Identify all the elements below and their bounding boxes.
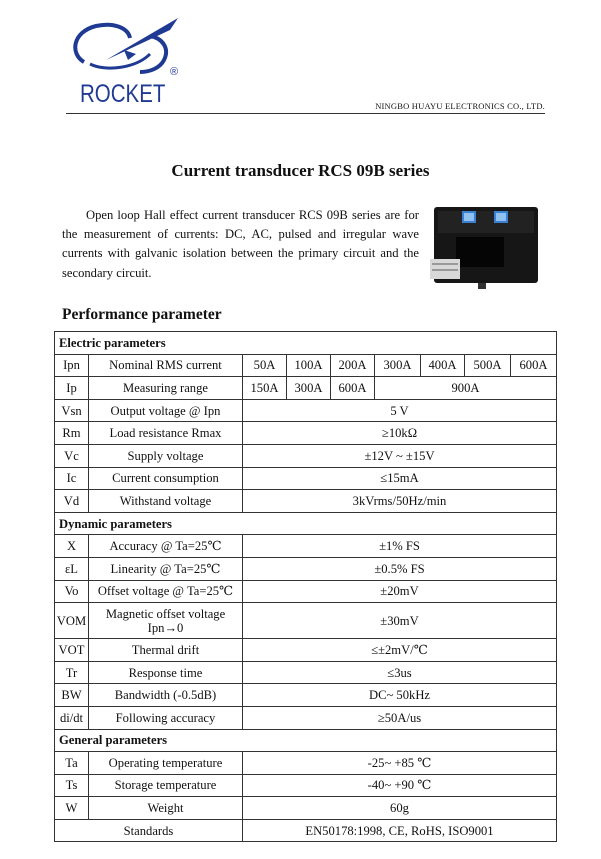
param-name: Weight (89, 797, 243, 820)
param-name: Supply voltage (89, 444, 243, 467)
table-row (55, 661, 557, 684)
param-name: Magnetic offset voltage Ipn→0 (89, 603, 243, 639)
param-symbol: X (55, 535, 89, 558)
param-value: 150A (243, 377, 287, 400)
product-photo (428, 203, 542, 293)
table-row (55, 819, 557, 842)
param-name: Current consumption (89, 467, 243, 490)
table-group-row (55, 512, 557, 535)
param-value: EN50178:1998, CE, RoHS, ISO9001 (243, 819, 557, 842)
param-name: Measuring range (89, 377, 243, 400)
company-name: NINGBO HUAYU ELECTRONICS CO., LTD. (375, 101, 545, 111)
param-value: ≤±2mV/℃ (243, 639, 557, 662)
param-value: ≤3us (243, 661, 557, 684)
param-name: Load resistance Rmax (89, 422, 243, 445)
rocket-logo (66, 14, 198, 112)
param-value: ≤15mA (243, 467, 557, 490)
param-value: 50A (243, 354, 287, 377)
table-row (55, 354, 557, 377)
param-symbol: VOM (55, 603, 89, 639)
param-symbol: Ip (55, 377, 89, 400)
table-row (55, 706, 557, 729)
table-row (55, 774, 557, 797)
table-row (55, 490, 557, 513)
param-name: Withstand voltage (89, 490, 243, 513)
param-value: 300A (287, 377, 331, 400)
param-name: Output voltage @ Ipn (89, 399, 243, 422)
table-row (55, 399, 557, 422)
param-symbol: Ic (55, 467, 89, 490)
param-symbol: Vsn (55, 399, 89, 422)
header-divider (66, 113, 545, 114)
param-symbol: Vc (55, 444, 89, 467)
param-value: 200A (331, 354, 375, 377)
param-value: ±12V ~ ±15V (243, 444, 557, 467)
table-row (55, 684, 557, 707)
section-title: Performance parameter (62, 306, 222, 323)
registered-mark: ® (170, 66, 179, 78)
group-heading-general: General parameters (55, 729, 557, 752)
param-symbol: BW (55, 684, 89, 707)
param-value: 900A (375, 377, 557, 400)
param-value: ≥10kΩ (243, 422, 557, 445)
param-value: -25~ +85 ℃ (243, 752, 557, 775)
param-symbol: W (55, 797, 89, 820)
param-name: Accuracy @ Ta=25℃ (89, 535, 243, 558)
param-name: Operating temperature (89, 752, 243, 775)
table-row (55, 557, 557, 580)
param-value: -40~ +90 ℃ (243, 774, 557, 797)
param-value: 5 V (243, 399, 557, 422)
performance-table (54, 331, 557, 842)
param-value: 600A (511, 354, 557, 377)
param-name: Bandwidth (-0.5dB) (89, 684, 243, 707)
param-value: 60g (243, 797, 557, 820)
param-name: Linearity @ Ta=25℃ (89, 557, 243, 580)
group-heading-dynamic: Dynamic parameters (55, 512, 557, 535)
table-row (55, 580, 557, 603)
param-name: Nominal RMS current (89, 354, 243, 377)
param-value: 400A (421, 354, 465, 377)
intro-paragraph: Open loop Hall effect current transducer RCS 09B series are for the measurement of currents: DC, AC, pulsed and irregular wave currents with galvanic isolation between the primary circuit and the secondary circuit. (62, 208, 419, 280)
param-symbol: Vo (55, 580, 89, 603)
table-row (55, 603, 557, 639)
param-name: Response time (89, 661, 243, 684)
table-row (55, 535, 557, 558)
table-row (55, 422, 557, 445)
table-row (55, 444, 557, 467)
param-name: Standards (55, 819, 243, 842)
param-value: DC~ 50kHz (243, 684, 557, 707)
param-value: ±1% FS (243, 535, 557, 558)
table-row (55, 639, 557, 662)
param-symbol: di/dt (55, 706, 89, 729)
table-row (55, 752, 557, 775)
param-name: Thermal drift (89, 639, 243, 662)
table-group-row (55, 729, 557, 752)
param-symbol: VOT (55, 639, 89, 662)
param-value: 300A (375, 354, 421, 377)
param-symbol: Ta (55, 752, 89, 775)
table-row (55, 797, 557, 820)
page-title: Current transducer RCS 09B series (171, 161, 430, 180)
table-group-row (55, 332, 557, 355)
param-value: ±20mV (243, 580, 557, 603)
param-name: Offset voltage @ Ta=25℃ (89, 580, 243, 603)
param-symbol: Rm (55, 422, 89, 445)
param-value: 100A (287, 354, 331, 377)
logo-text: ROCKET (80, 80, 166, 108)
param-value: ≥50A/us (243, 706, 557, 729)
rocket-logo-icon (66, 14, 198, 84)
param-symbol: Ts (55, 774, 89, 797)
param-value: 500A (465, 354, 511, 377)
param-value: ±0.5% FS (243, 557, 557, 580)
param-symbol: εL (55, 557, 89, 580)
param-symbol: Vd (55, 490, 89, 513)
param-name: Storage temperature (89, 774, 243, 797)
param-value: ±30mV (243, 603, 557, 639)
param-value: 600A (331, 377, 375, 400)
table-row (55, 377, 557, 400)
param-symbol: Tr (55, 661, 89, 684)
param-name: Following accuracy (89, 706, 243, 729)
group-heading-electric: Electric parameters (55, 332, 557, 355)
param-value: 3kVrms/50Hz/min (243, 490, 557, 513)
param-symbol: Ipn (55, 354, 89, 377)
table-row (55, 467, 557, 490)
